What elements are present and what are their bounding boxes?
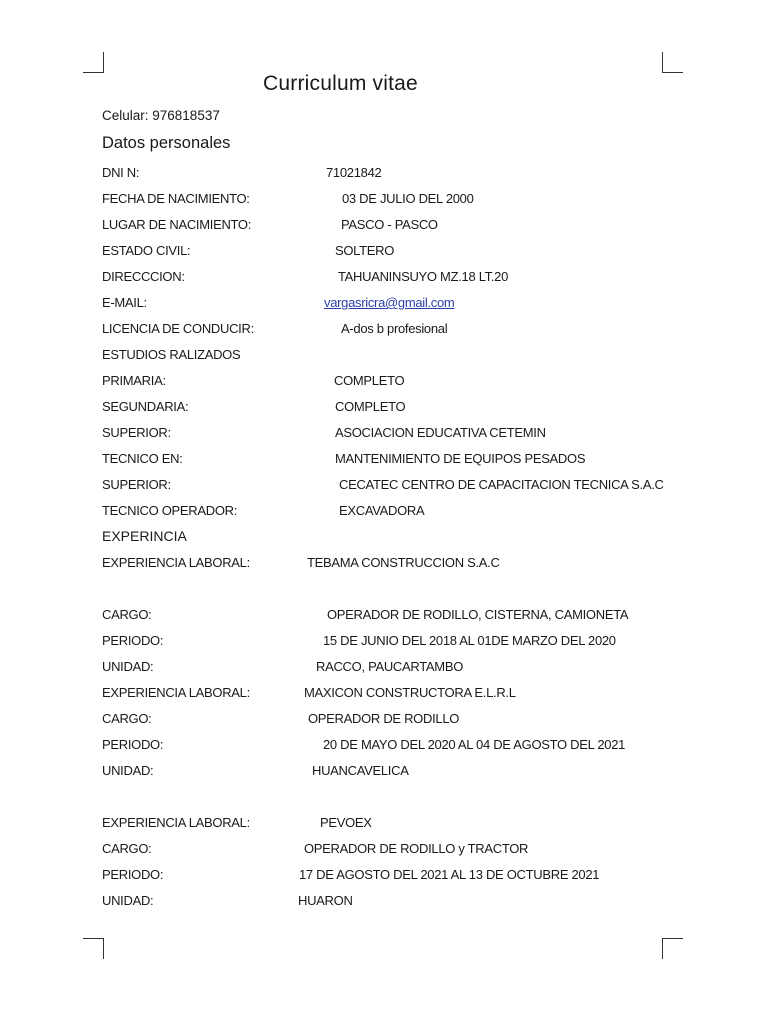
superior-label: SUPERIOR:: [102, 425, 171, 440]
unit-label: UNIDAD:: [102, 763, 154, 778]
crop-mark-bottom-right: [662, 938, 683, 959]
email-link[interactable]: vargasricra@gmail.com: [324, 295, 455, 310]
experience-label: EXPERIENCIA LABORAL:: [102, 555, 250, 570]
secondary-value: COMPLETO: [335, 399, 406, 414]
technician-operator-value: EXCAVADORA: [339, 503, 425, 518]
license-label: LICENCIA DE CONDUCIR:: [102, 321, 254, 336]
period-value: 17 DE AGOSTO DEL 2021 AL 13 DE OCTUBRE 2021: [299, 867, 600, 882]
experience-company: TEBAMA CONSTRUCCION S.A.C: [307, 555, 500, 570]
secondary-label: SEGUNDARIA:: [102, 399, 189, 414]
unit-value: RACCO, PAUCARTAMBO: [316, 659, 464, 674]
unit-value: HUANCAVELICA: [312, 763, 409, 778]
crop-mark-top-right: [662, 52, 683, 73]
period-label: PERIODO:: [102, 633, 164, 648]
technician-label: TECNICO EN:: [102, 451, 183, 466]
cargo-value: OPERADOR DE RODILLO, CISTERNA, CAMIONETA: [327, 607, 629, 622]
experience-label: EXPERIENCIA LABORAL:: [102, 815, 250, 830]
cargo-label: CARGO:: [102, 841, 152, 856]
cargo-label: CARGO:: [102, 607, 152, 622]
birth-date-value: 03 DE JULIO DEL 2000: [342, 191, 474, 206]
primary-value: COMPLETO: [334, 373, 405, 388]
section-heading-studies: ESTUDIOS RALIZADOS: [102, 347, 241, 362]
cargo-label: CARGO:: [102, 711, 152, 726]
birth-date-label: FECHA DE NACIMIENTO:: [102, 191, 250, 206]
technician-value: MANTENIMIENTO DE EQUIPOS PESADOS: [335, 451, 586, 466]
dni-label: DNI N:: [102, 165, 140, 180]
period-value: 20 DE MAYO DEL 2020 AL 04 DE AGOSTO DEL 2021: [323, 737, 626, 752]
birth-place-value: PASCO - PASCO: [341, 217, 438, 232]
unit-label: UNIDAD:: [102, 893, 154, 908]
cargo-value: OPERADOR DE RODILLO y TRACTOR: [304, 841, 529, 856]
section-heading-experience: EXPERINCIA: [102, 528, 187, 544]
primary-label: PRIMARIA:: [102, 373, 166, 388]
email-label: E-MAIL:: [102, 295, 147, 310]
experience-company: MAXICON CONSTRUCTORA E.L.R.L: [304, 685, 516, 700]
address-label: DIRECCCION:: [102, 269, 185, 284]
phone-number: Celular: 976818537: [102, 108, 220, 123]
superior-value: ASOCIACION EDUCATIVA CETEMIN: [335, 425, 546, 440]
period-label: PERIODO:: [102, 867, 164, 882]
birth-place-label: LUGAR DE NACIMIENTO:: [102, 217, 252, 232]
period-label: PERIODO:: [102, 737, 164, 752]
document-title: Curriculum vitae: [263, 72, 418, 95]
cargo-value: OPERADOR DE RODILLO: [308, 711, 460, 726]
experience-label: EXPERIENCIA LABORAL:: [102, 685, 250, 700]
crop-mark-top-left: [83, 52, 104, 73]
period-value: 15 DE JUNIO DEL 2018 AL 01DE MARZO DEL 2020: [323, 633, 616, 648]
address-value: TAHUANINSUYO MZ.18 LT.20: [338, 269, 509, 284]
experience-company: PEVOEX: [320, 815, 372, 830]
superior-label-2: SUPERIOR:: [102, 477, 171, 492]
civil-status-value: SOLTERO: [335, 243, 395, 258]
license-value: A-dos b profesional: [341, 321, 448, 336]
superior-value-2: CECATEC CENTRO DE CAPACITACION TECNICA S.A.C: [339, 477, 664, 492]
section-heading-personal: Datos personales: [102, 134, 231, 152]
dni-value: 71021842: [326, 165, 382, 180]
civil-status-label: ESTADO CIVIL:: [102, 243, 191, 258]
crop-mark-bottom-left: [83, 938, 104, 959]
unit-value: HUARON: [298, 893, 353, 908]
technician-operator-label: TECNICO OPERADOR:: [102, 503, 238, 518]
unit-label: UNIDAD:: [102, 659, 154, 674]
